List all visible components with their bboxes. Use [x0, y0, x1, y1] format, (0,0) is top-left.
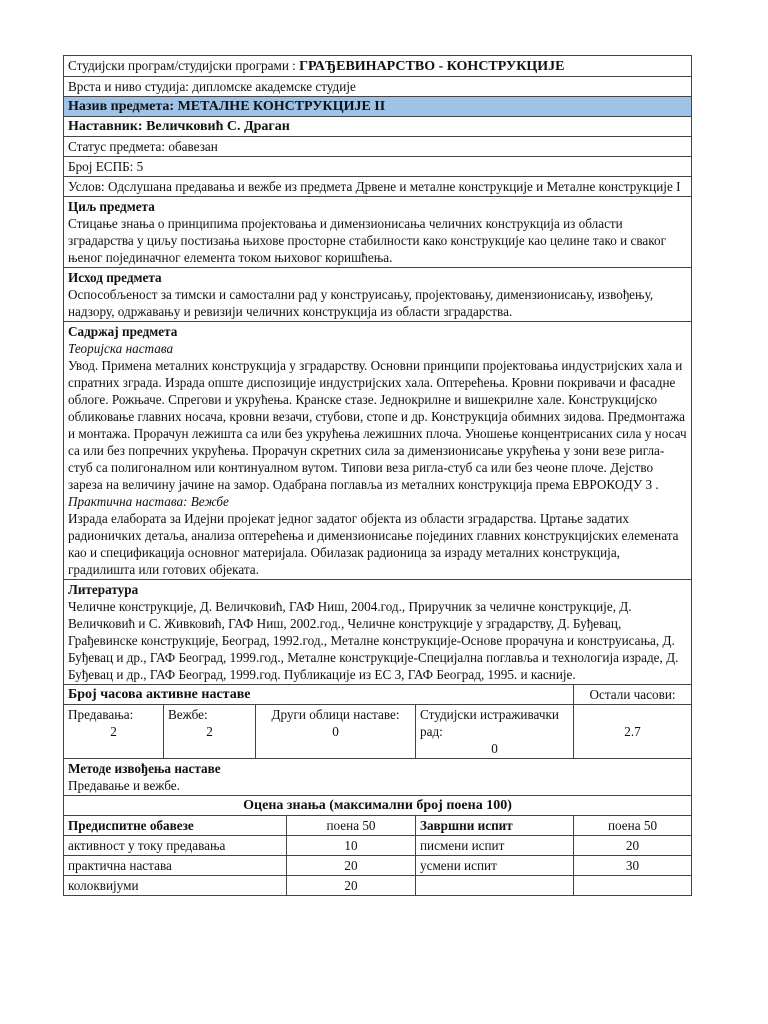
- literature-section: [64, 580, 692, 685]
- hours-header-row: [64, 685, 692, 705]
- methods-title: Методе извођења наставе: [68, 761, 221, 776]
- research-label: Студијски истраживачки рад:: [420, 707, 559, 739]
- outcome-section: [64, 268, 692, 322]
- grading-final-item: усмени испит: [416, 856, 574, 876]
- lectures-cell: [64, 705, 164, 759]
- final-exam-title: Завршни испит: [416, 816, 574, 836]
- condition-cell: Услов: Одслушана предавања и вежбе из предмета Дрвене и металне конструкције и Металне конструкције I: [64, 177, 692, 197]
- grading-pre-value: 20: [287, 856, 416, 876]
- active-hours-title: Број часова активне наставе: [64, 685, 574, 705]
- goal-title: Циљ предмета: [68, 199, 155, 214]
- course-spec-table: [63, 55, 692, 896]
- grading-title: Оцена знања (максимални број поена 100): [64, 796, 692, 816]
- outcome-title: Исход предмета: [68, 270, 162, 285]
- grading-header-row: [64, 816, 692, 836]
- content-section: [64, 322, 692, 580]
- pre-exam-title: Предиспитне обавезе: [64, 816, 287, 836]
- program-value: ГРАЂЕВИНАРСТВО - КОНСТРУКЦИЈЕ: [299, 59, 565, 74]
- grading-final-value: [574, 876, 692, 896]
- lectures-label: Предавања:: [68, 707, 134, 722]
- practice-title: Практична настава: Вежбе: [68, 494, 229, 509]
- other-forms-value: 0: [332, 724, 339, 739]
- final-exam-points: поена 50: [574, 816, 692, 836]
- lectures-value: 2: [110, 724, 117, 739]
- grading-final-value: 30: [574, 856, 692, 876]
- other-forms-cell: [256, 705, 416, 759]
- content-title: Садржај предмета: [68, 324, 178, 339]
- grading-pre-item: практична настава: [64, 856, 287, 876]
- research-value: 0: [491, 741, 498, 756]
- goal-text: Стицање знања о принципима пројектовања и димензионисања челичних конструкција из области зградарства у циљу постизања њихове просторне стабилности како конструкције као целине тако и сваког њеног појединачног елемента током њиховог коришћења.: [68, 216, 667, 265]
- exercises-cell: [164, 705, 256, 759]
- grading-final-value: 20: [574, 836, 692, 856]
- research-cell: [416, 705, 574, 759]
- grading-final-item: [416, 876, 574, 896]
- other-forms-label: Други облици наставе:: [271, 707, 400, 722]
- pre-exam-points: поена 50: [287, 816, 416, 836]
- literature-title: Литература: [68, 582, 139, 597]
- literature-text: Челичне конструкције, Д. Величковић, ГАФ Ниш, 2004.год., Приручник за челичне конструкције, Д. Величковић и С. Живковић, ГАФ Ниш, 2002.год., Челичне конструкције у зградарству, Д. Буђевац, Грађевинске конструкције, Београд, 1992.год., Металне конструкције-Основе прорачуна и конструисања, Д. Буђевац и др., ГАФ Београд, 1999.год., Металне конструкције-Специјална поглавља и технологија израде, Д. Буђевац и др., ГАФ Београд, 1999.год. Публикације из ЕС 3, ГАФ Београд, 1995. и касније.: [68, 599, 679, 682]
- program-row: [64, 56, 692, 77]
- outcome-text: Оспособљеност за тимски и самостални рад у конструисању, пројектовању, димензионисању, извођењу, надзору, одржавању и ревизији челичних конструкција из области зградарства.: [68, 287, 654, 319]
- grading-final-item: писмени испит: [416, 836, 574, 856]
- level-cell: Врста и ниво студија: дипломске академске студије: [64, 77, 692, 97]
- theory-text: Увод. Примена металних конструкција у зградарству. Основни принципи пројектовања индустријских хала и спратних зграда. Израда опште диспозиције индустријских хала. Оптерећења. Кровни покривачи и фасадне облоге. Рожњаче. Спрегови и укрућења. Кранске стазе. Једнокрилне и вишекрилне хале. Конструкцијско обликовање главних носача, кровни везачи, стубови, стопе и др. Конструкција обимних зидова. Предмонтажа и монтажа. Прорачун лежишта са или без укрућења лежишних плоча. Уношење концентрисаних сила у носач са или без попречних укрућења. Прорачун скретних сила за димензионисање укрућења у зони везе ригла-стуб са полигоналном или континуалном вутом. Типови веза ригла-стуб са или без чеоне плоче. Дејство зареза на величину јачине на замор. Одабрана поглавља из металних конструкција према ЕВРОКОДУ 3 .: [68, 358, 687, 492]
- exercises-label: Вежбе:: [168, 707, 208, 722]
- teacher-cell: Наставник: Величковић С. Драган: [64, 117, 692, 137]
- exercises-value: 2: [206, 724, 213, 739]
- other-hours-title: Остали часови:: [574, 685, 692, 705]
- grading-pre-item: активност у току предавања: [64, 836, 287, 856]
- course-spec-document: [63, 55, 691, 896]
- grading-pre-item: колоквијуми: [64, 876, 287, 896]
- methods-section: [64, 759, 692, 796]
- grading-pre-value: 10: [287, 836, 416, 856]
- other-hours-value: 2.7: [574, 705, 692, 759]
- grading-row: [64, 836, 692, 856]
- theory-title: Теоријска настава: [68, 341, 174, 356]
- espb-cell: Број ЕСПБ: 5: [64, 157, 692, 177]
- methods-text: Предавање и вежбе.: [68, 778, 180, 793]
- course-title: Назив предмета: МЕТАЛНЕ КОНСТРУКЦИЈЕ II: [64, 97, 692, 117]
- goal-section: [64, 197, 692, 268]
- hours-values-row: [64, 705, 692, 759]
- status-cell: Статус предмета: обавезан: [64, 137, 692, 157]
- grading-row: [64, 856, 692, 876]
- program-label: Студијски програм/студијски програми :: [68, 58, 300, 73]
- grading-pre-value: 20: [287, 876, 416, 896]
- grading-row: [64, 876, 692, 896]
- practice-text: Израда елабората за Идејни пројекат једног задатог објекта из области зградарства. Цртање задатих радионичких детаља, анализа оптерећења и димензионисање појединих главних конструкцијских елемената као и спецификација основног материјала. Обилазак радионица за израду металних конструкција, градилишта или готових објеката.: [68, 511, 679, 577]
